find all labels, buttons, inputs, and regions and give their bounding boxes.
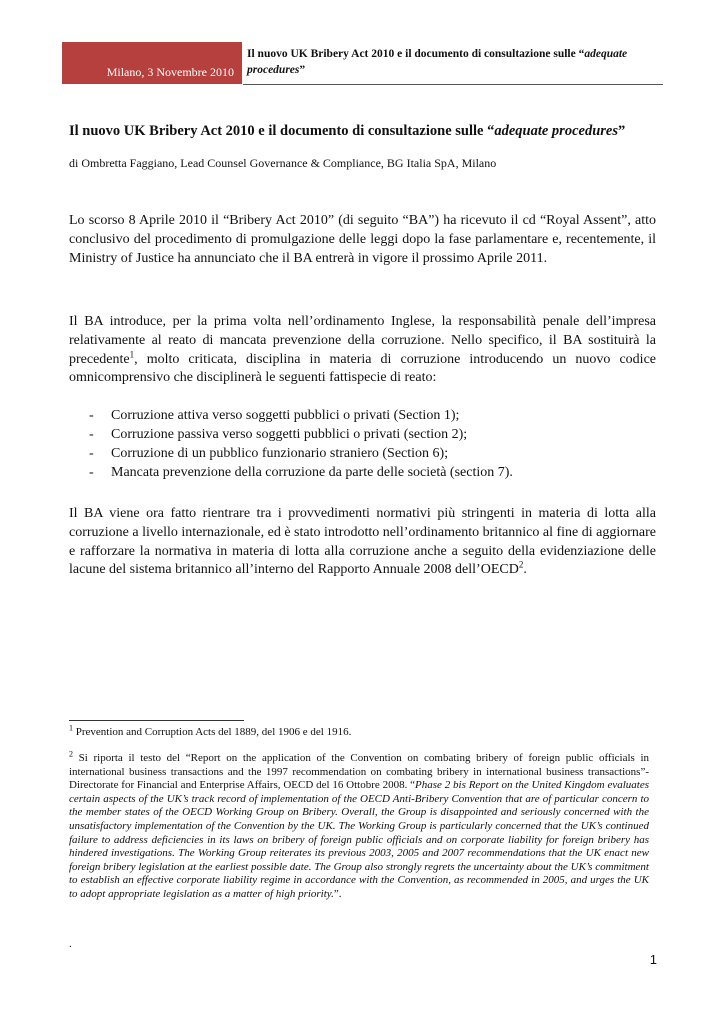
trailing-dot: .	[69, 938, 72, 950]
footnote-2	[69, 749, 649, 902]
paragraph-2-text-b: , molto criticata, disciplina in materia di corruzione introducendo un nuovo codice omnicomprensivo che disciplinerà le seguenti fattispecie di reato:	[69, 351, 656, 386]
paragraph-3	[69, 505, 656, 580]
list-item	[69, 444, 656, 463]
footnote-1-text: Prevention and Corruption Acts del 1889, del 1906 e del 1916.	[73, 726, 352, 738]
footnote-2-quote: Phase 2 bis Report on the United Kingdom evaluates certain aspects of the UK’s track record of implementation of the OECD Anti-Bribery Convention that are of particular concern to the member states of the OECD Working Group on Bribery. Overall, the Group is disappointed and seriously concerned with the unsatisfactory implementation of the Convention by the UK. The Working Group is particularly concerned that the UK’s continued failure to address deficiencies in its laws on bribery of foreign public officials and on corporate liability for foreign bribery has hindered investigations. The Working Group reiterates its previous 2003, 2005 and 2007 recommendations that the UK enact new foreign bribery legislation at the earliest possible date. The Group also strongly regrets the uncertainty about the UK’s commitment to establish an effective corporate liability regime in accordance with the Convention, as recommended in 2005, and urges the UK to adopt appropriate legislation as a matter of high priority.	[69, 779, 649, 900]
list-item-text: Mancata prevenzione della corruzione da parte delle società (section 7).	[111, 465, 513, 480]
list-item-text: Corruzione di un pubblico funzionario straniero (Section 6);	[111, 446, 449, 461]
list-item-text: Corruzione attiva verso soggetti pubblici o privati (Section 1);	[111, 408, 460, 423]
list-marker: -	[89, 446, 94, 461]
header-rule	[243, 84, 663, 85]
running-header-title-text: Il nuovo UK Bribery Act 2010 e il documento di consultazione sulle “	[247, 48, 585, 60]
running-header-title-close: ”	[299, 64, 306, 76]
document-title-text: Il nuovo UK Bribery Act 2010 e il documento di consultazione sulle “	[69, 123, 495, 139]
list-item	[69, 425, 656, 444]
document-title-italic: adequate procedures	[494, 123, 618, 139]
header-date-banner	[62, 42, 242, 84]
paragraph-3-text-b: .	[523, 562, 527, 578]
list-marker: -	[89, 465, 94, 480]
footnote-separator	[69, 720, 244, 721]
footnote-2-mark: 2	[69, 749, 73, 759]
paragraph-2	[69, 313, 656, 388]
header-date: Milano, 3 Novembre 2010	[106, 65, 234, 79]
list-item	[69, 406, 656, 425]
paragraph-3-text-a: Il BA viene ora fatto rientrare tra i provvedimenti normativi più stringenti in materia di lotta alla corruzione a livello internazionale, ed è stato introdotto nell’ordinamento britannico al fine di aggiornare e rafforzare la normativa in materia di lotta alla corruzione anche a seguito della evidenziazione delle lacune del sistema britannico all’interno del Rapporto Annuale 2008 dell’OECD	[69, 506, 657, 578]
list-marker: -	[89, 408, 94, 423]
paragraph-1: Lo scorso 8 Aprile 2010 il “Bribery Act 2010” (di seguito “BA”) ha ricevuto il cd “Royal Assent”, atto conclusivo del procedimento di promulgazione delle leggi dopo la fase parlamentare e, recentemente, il Ministry of Justice ha annunciato che il BA entrerà in vigore il prossimo Aprile 2011.	[69, 213, 656, 266]
page-number: 1	[649, 952, 657, 967]
author-byline: di Ombretta Faggiano, Lead Counsel Governance & Compliance, BG Italia SpA, Milano	[69, 156, 497, 170]
paragraph-2-text-a: Il BA introduce, per la prima volta nell’ordinamento Inglese, la responsabilità penale dell’impresa relativamente al reato di mancata prevenzione della corruzione. Nello specifico, il BA sostituirà la precedente	[69, 314, 656, 367]
footnote-1-mark: 1	[69, 723, 73, 733]
footnote-ref-1[interactable]: 1	[129, 348, 135, 359]
offence-list	[69, 406, 656, 482]
footnote-ref-2[interactable]: 2	[518, 559, 524, 570]
running-header-title	[247, 46, 662, 78]
footnote-2-close: ”.	[333, 887, 342, 900]
list-marker: -	[89, 427, 94, 442]
list-item	[69, 463, 656, 482]
document-title	[69, 123, 669, 140]
running-header-title-italic: adequate procedures	[247, 48, 628, 76]
list-item-text: Corruzione passiva verso soggetti pubblici o privati (section 2);	[111, 427, 468, 442]
footnote-1	[69, 723, 649, 740]
footnote-2-text: Si riporta il testo del “Report on the application of the Convention on combating bribery of foreign public officials in international business transactions and the 1997 recommendation on combating bribery in international business transactions”- Directorate for Financial and Enterprise Affairs, OECD del 16 Ottobre 2008. “	[69, 752, 649, 792]
document-title-close: ”	[617, 123, 626, 139]
